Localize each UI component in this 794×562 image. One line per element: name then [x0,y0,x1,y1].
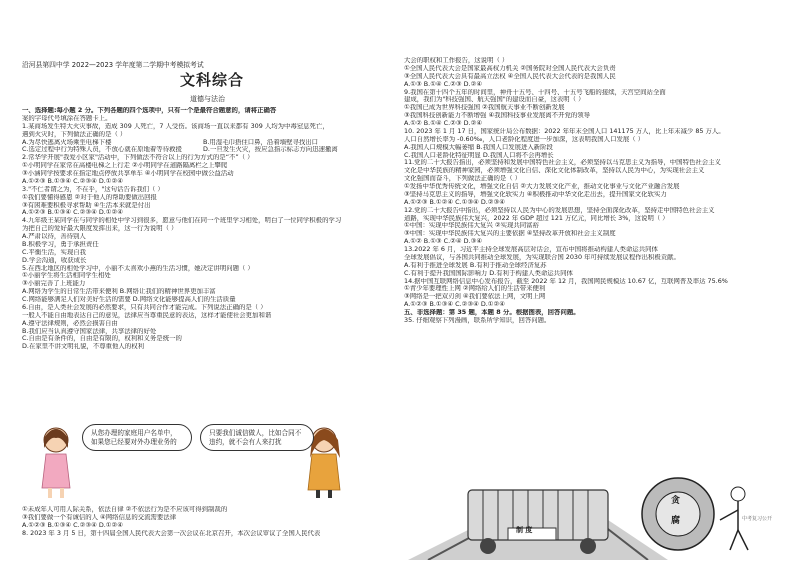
question-line: A.①②③ B.①②④ C.①③④ D.②③④ [404,198,505,206]
subject-subtitle: 道德与法治 [190,95,225,103]
question-35: 35. 仔细观察下列漫画，联系所学知识，回答问题。 [404,316,551,324]
question-line: 文化强国而奋斗，下列做法正确的是（ ） [404,175,522,183]
question-line: A.①② B.①④ C.②③ D.②④ [404,120,483,127]
option: A.为尽快逃离火场乘坐电梯下楼 [22,138,112,146]
question-line: ③网络是一把双刃剑 ④我们要依法上网，文明上网 [404,293,546,301]
question-line: ③全国人民代表大会具有最高立法权 ④全国人民代表大会代表的是我国人民 [404,72,616,80]
option: A.网络为学生的日常生活带来便利 B.网络让我们的精神世界更加丰富 [22,288,216,296]
watermark: 中考复习公开 [741,516,772,522]
question-line: 3."不仁者谓之为，不在乎，"这句话告诉我们（ ） [22,185,164,193]
page-title: 文科综合 [180,71,245,89]
question-line: ①中国：实现中华民族伟大复兴 ②实现共同富裕 [404,222,539,230]
question-line: A.①③ B.①④ C.②③ D.②④ [404,80,483,88]
option: B.用湿毛巾捂住口鼻，沿着墙壁寻找出口 [203,138,319,146]
question-line: ①未成年人可用人际关系，依法自律 ②不依法行为是不应该可得到制裁的 [22,506,228,513]
question-line: 人口自然增长率为 -0.60‰，人口老龄化程度进一步加深，这表明我国人口发展（ ） [404,135,645,143]
question-line: A.①②③ B.①③④ C.②③④ D.①②④ [22,177,123,185]
question-line: A.遵守法律规则，必然会损害自由 [22,319,118,327]
car-label: 制 度 [516,526,533,534]
question-block-left [22,107,384,351]
option: D.一旦发生火灾，按应急指示标志方向迅速撤离 [203,146,338,154]
question-line: 12.党的二十大报告中指出，必须坚持以人民为中心的发展思想，坚持全面深化改革，坚持走中国特色社会主义 [404,206,715,214]
question-line: ③我们要做一个有诚信的人 ④网络信息的交流需要法律 [22,513,177,521]
question-line: 遇到火灾时，下列做法正确的是（ ） [22,130,127,138]
question-line: C.自由是有条件的，自由是有限的，权利和义务是统一的 [22,335,182,343]
speech-bubble-left: 从您办理的家庭用户名单中，如果您已经要对外办理业务的 [82,424,192,451]
right-column [404,0,776,562]
question-line: ①我们要懂得感恩 ②对于他人的帮助要做出回报 [22,193,157,201]
left-column [22,0,384,562]
question-line: ③中国：实现中华民族伟大复兴的主要依据 ④坚持改革开放和社会主义制度 [404,230,616,238]
cartoon-2 [408,470,772,560]
question-line: 14.据中国互联网络信息中心发布报告，截至 2022 年 12 月，我国网民规模达 10.67 亿，互联网普及率达 75.6% [404,277,728,285]
question-line: 2.常华学开展"我爱小区家"活动中，下列做法不符合以上的行为方式的是“不”（ ） [22,154,254,162]
question-line: C.平衡生活，实现自我 [22,248,87,256]
question-line: 道路，实现中华民族伟大复兴，2022 年 GDP 超过 121 万亿元，同比增长 3%，这说明（ ） [404,214,669,222]
question-line: 11.党的二十大报告指出，必须坚持和发展中国特色社会主义，必须坚持以马克思主义为指导，中国特色社会主义 [404,159,721,167]
question-line: ③我国科技创新能力不断增强 ④我国科技事业发展离不开党的领导 [404,112,591,120]
question-line: ①小明同学在家常在高楼电梯之上行走 ②小明同学在道路隔离栏之上攀爬 [22,162,228,170]
question-line: A.我国人口规模大幅萎缩 B.我国人口发展进入新阶段 [404,143,553,151]
option: C.网络能够满足人们对美好生活的需要 D.网络文化能够提高人们的生活质量 [22,296,236,303]
ball-label-top: 贪 [671,496,681,506]
question-line: C.有利于提升我国国际影响力 D.有利于构建人类命运共同体 [404,269,573,277]
question-line: 13.2022 年 6 月，习近平主持全球发展高层对话会，宣布中国将推动构建人类命运共同体 [404,246,658,253]
question-line: A.①②③ B.①③④ C.②③④ D.①②④ [22,521,123,529]
question-line: 案的字母代号填涂在答题卡上。 [22,114,112,122]
question-line: B.我们应当认真遵守国家法律，共享法律的好处 [22,327,157,335]
question-line: 一般人不能自由地表达自己的意见，法律应当尊重民意的表达，这样才能使社会更加和谐 [22,311,272,319]
question-line: C.我国人口老龄化特征明显 D.我国人口将不会再增长 [404,151,554,159]
speech-bubble-right: 只要我们诚信做人，比如合同不违约，就不会有人来打扰 [200,424,314,451]
question-line: ①小丽学生将生活相同学生相处 [22,272,111,280]
question-line: A.①② B.①③ C.②④ D.③④ [404,238,483,246]
question-line: ③有困难要积极寻求帮助 ④生活本来就是付出 [22,201,151,209]
question-line: 4.九年级王某同学在与同学的相处中学习到很多，愿意与他们在同一个班里学习相处，明白了一位同学积极的学习 [22,217,342,225]
question-line: 10. 2023 年 1 月 17 日，国家统计局公布数据：2022 年年末全国人口 141175 万人，比上年末减少 85 万人。 [404,127,725,135]
question-line: A.①②③ B.①③④ C.②③④ D.①②④ [404,301,505,309]
question-line: 9.我国在第十四个五年的时间里，神舟十五号、十四号、十五号飞船的接续，天宫空间站全面 [404,88,666,96]
question-line: A.①②③ B.①③④ C.②③④ D.①②④ [22,209,123,217]
question-line: B.积极学习，勇于承担责任 [22,240,99,248]
question-line: 为把自己的爱好最大限度发挥出来，这一行为说明（ ） [22,225,178,233]
question-line: 1.某商场发生特大火灾事故，造成 309 人死亡，7 人受伤。该商场一直以来都有 309 人均为中毒窒息死亡， [22,122,329,130]
question-line: A.严肃以待，善待别人 [22,233,86,240]
question-line: 文化是中华民族的精神家园，必须增强文化自信、深化文化体制改革，坚持以人民为中心，为实现社会主义 [404,167,705,175]
question-line: ①我国已成为世界科技强国 ②我国航天事业不断创新发展 [404,104,565,112]
question-line: ①青少年要理性上网 ②网络给人们的生活带来便利 [404,285,546,293]
question-line: 建成，我们为"科技强国、航天强国"的建设而自豪，这表明（ ） [404,96,585,104]
question-line: 6.自由，是人类社会发展的必然要求，只有共同合作才能完成。下列说法正确的是（ ） [22,303,267,311]
question-line: 一、选择题:每小题 2 分。下列各题的四个选项中，只有一个是最符合题意的，请将正确答 [22,107,277,114]
cartoon-2-drawing-icon [408,470,772,560]
question-line: D.学会沟通，收获成长 [22,256,87,264]
question-line: ①全国人民代表大会是国家最高权力机关 ②国务院对全国人民代表大会负责 [404,64,616,72]
question-line: D.在家里不讲文明礼貌，不尊重他人的权利 [22,343,144,351]
question-line: 大会的职权和工作报告，这说明（ ） [404,57,509,64]
question-line: A.有利于推进全球发展 B.有利于推动全球经济复苏 [404,261,547,269]
question-line: ③坚持马克思主义的指导，增强文化软实力 ④积极推动中华文化走出去，提升国家文化软实力 [404,190,667,198]
question-line: 5.在西北地区的相处学习中，小丽不太喜欢小燕的生活习惯，她决定讲明问题（ ） [22,264,254,272]
question-line: 8. 2023 年 3 月 5 日，第十四届全国人民代表大会第一次会议在北京召开，本次会议审议了全国人民代表 [22,529,321,537]
question-line: ③小丽完善了上班能力 [22,280,86,288]
section-heading: 五、非选择题：第 35 题，本题 8 分。根据图表，回答问题。 [404,309,580,316]
question-line: ③小涵同学按要求在指定地点停放共享单车 ④小明同学在校园中做公益活动 [22,170,234,177]
question-block-left-bottom [22,506,384,538]
question-line: 全球发展倡议，与各国共同推动全球发展，为实现联合国 2030 年可持续发展议程作出积极贡献。 [404,253,680,261]
question-block-right [404,57,776,325]
ball-label-bottom: 腐 [671,516,681,526]
option: C.选定过程中行为特殊人员，不放心就在原地着等待救援 [22,146,182,154]
cartoon-illustration [22,418,384,500]
exam-header: 沿河县第四中学 2022—2023 学年度第二学期中考模拟考试 [22,61,204,69]
question-line: ①发扬中华优秀传统文化，增强文化自信 ②大力发展文化产业，推动文化事业与文化产业融合发展 [404,183,680,190]
